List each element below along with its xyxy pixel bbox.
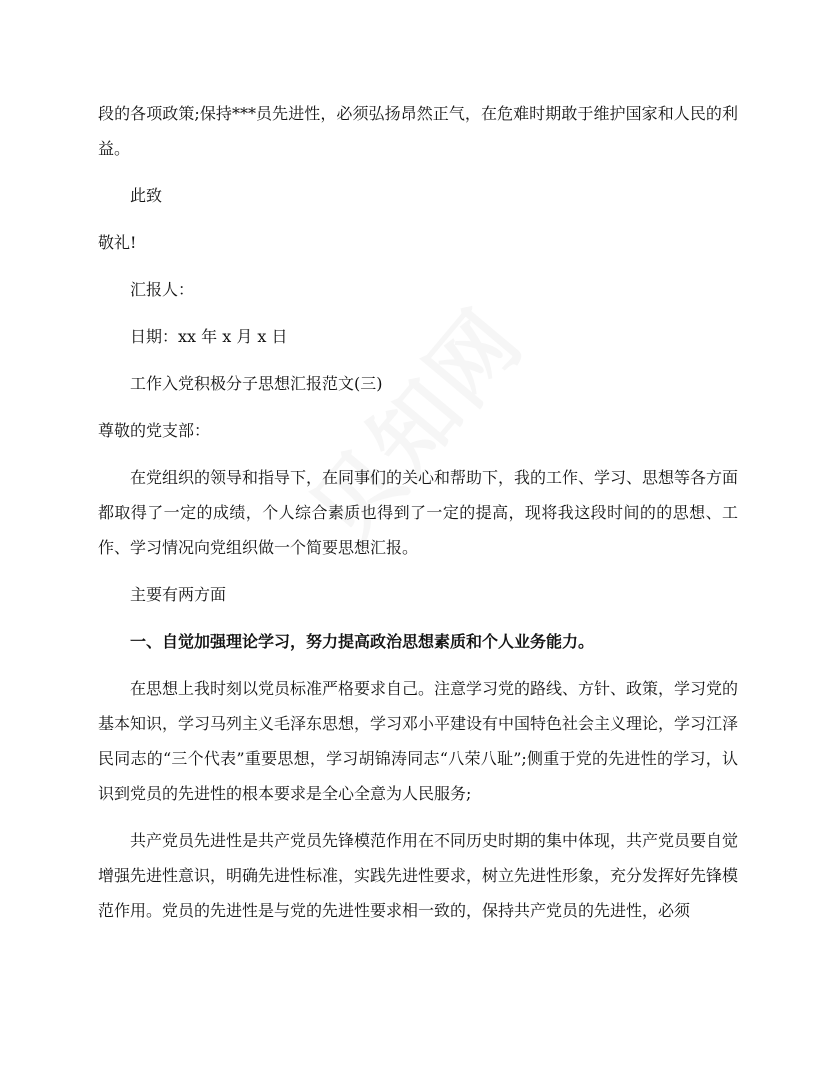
- reporter-label: 汇报人：: [130, 280, 195, 299]
- subheading-two-aspects: 主要有两方面: [130, 585, 227, 604]
- paragraph-policy-continuation: 段的各项政策;保持***员先进性，必须弘扬昂然正气，在危难时期敢于维护国家和人民的利益。: [98, 104, 738, 158]
- bold-heading-one: 一、自觉加强理论学习，努力提高政治思想素质和个人业务能力。: [130, 632, 595, 651]
- intro-paragraph: 在党组织的领导和指导下，在同事们的关心和帮助下，我的工作、学习、思想等各方面都取得了一定的成绩，个人综合素质也得到了一定的提高，现将我这段时间的的思想、工作、学习情况向党组织做一个简要思想汇报。: [98, 468, 739, 557]
- section-title: 工作入党积极分子思想汇报范文(三): [130, 374, 383, 393]
- advanced-nature-paragraph: 共产党员先进性是共产党员先锋模范作用在不同历史时期的集中体现，共产党员要自觉增强先进性意识，明确先进性标准，实践先进性要求，树立先进性形象，充分发挥好先锋模范作用。党员的先进性是与党的先进性要求相一致的，保持共产党员的先进性，必须: [98, 831, 739, 920]
- closing-salutation-2: 敬礼!: [98, 233, 137, 252]
- study-paragraph: 在思想上我时刻以党员标准严格要求自己。注意学习党的路线、方针、政策，学习党的基本知识，学习马列主义毛泽东思想，学习邓小平建设有中国特色社会主义理论，学习江泽民同志的“三个代表”重要思想，学习胡锦涛同志“八荣八耻”;侧重于党的先进性的学习，认识到党员的先进性的根本要求是全心全意为人民服务;: [98, 679, 739, 803]
- document-body: [98, 96, 738, 928]
- date-line: 日期：xx 年 x 月 x 日: [130, 327, 288, 346]
- closing-salutation-1: 此致: [130, 186, 163, 205]
- recipient-line: 尊敬的党支部：: [98, 421, 211, 440]
